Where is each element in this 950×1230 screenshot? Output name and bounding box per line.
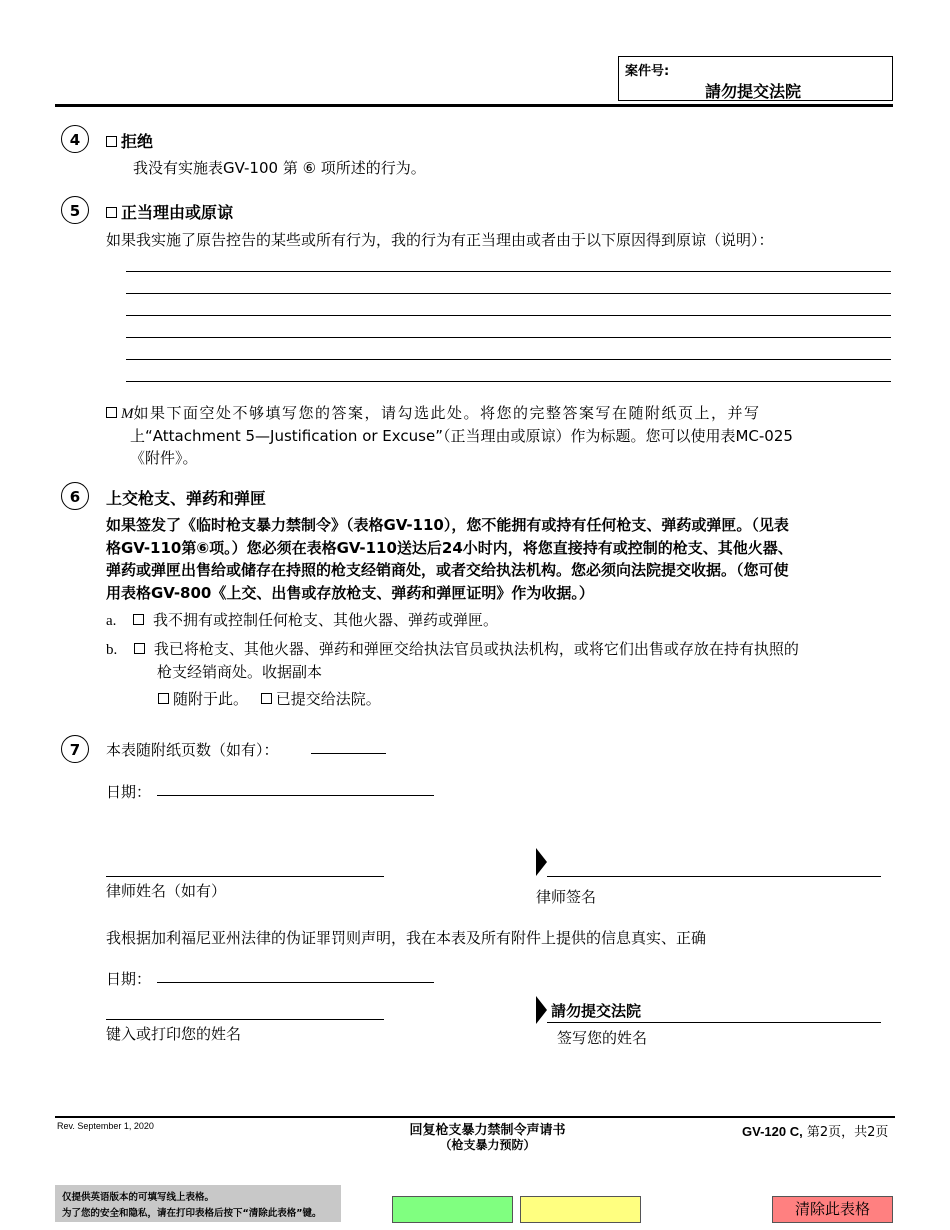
item-6-line-1: 如果签发了《临时枪支暴力禁制令》（表格GV-110），您不能拥有或持有任何枪支、弹药或弹匣。（见表 [106,516,789,534]
item-4-title-row [106,129,153,152]
attachment-mark: M [121,406,134,422]
item-6b [106,638,799,683]
attachment-checkbox[interactable] [106,407,117,418]
item-7-number: 7 [61,735,89,763]
justification-checkbox[interactable] [106,207,117,218]
form-title: 回复枪支暴力禁制令声请书 [409,1123,566,1138]
attachment-line-1: 如果下面空处不够填写您的答案，请勾选此处。将您的完整答案写在随附纸页上，并写 [133,404,761,422]
signature-arrow-icon-2 [536,996,547,1024]
date-field-2[interactable] [157,982,434,983]
item-5-text: 如果我实施了原告控告的某些或所有行为，我的行为有正当理由或者由于以下原因得到原谅（说明）： [106,231,774,249]
item-6-line-2: 格GV-110第⑥项。）您必须在表格GV-110送达后24小时内，将您直接持有或控制的枪支、其他火器、 [106,538,793,557]
page-count: 第2页，共2页 [802,1125,889,1140]
item-4-title: 拒绝 [121,132,154,151]
surrendered-checkbox[interactable] [134,643,145,654]
item-6a-text: 我不拥有或控制任何枪支、其他火器、弹药或弹匣。 [152,611,498,629]
notice-line-2: 为了您的安全和隐私，请在打印表格后按下“清除此表格”键。 [62,1208,322,1219]
receipt-options [158,688,381,709]
printed-name-field[interactable] [106,1019,384,1020]
receipt-filed-label: 已提交给法院。 [275,690,381,708]
lawyer-signature-label: 律师签名 [536,888,597,906]
item-6-paragraph [106,514,901,604]
no-firearms-checkbox[interactable] [133,614,144,625]
item-5-title: 正当理由或原谅 [121,203,234,222]
pages-label: 本表随附纸页数（如有）： [106,741,279,759]
date-field[interactable] [157,795,434,796]
item-4-number: 4 [61,125,89,153]
lawyer-name-label: 律师姓名（如有） [106,882,227,900]
lawyer-signature-field[interactable] [547,876,881,877]
do-not-file-header: 請勿提交法院 [705,82,802,101]
explanation-line[interactable] [126,293,891,294]
print-button[interactable] [392,1196,513,1223]
signature-field[interactable] [547,1022,881,1023]
notice-line-1: 仅提供英语版本的可填写线上表格。 [62,1192,215,1203]
explanation-line[interactable] [126,337,891,338]
online-form-notice [55,1185,341,1222]
form-id: GV-120 C, [742,1124,803,1139]
case-number-label: 案件号: [625,64,670,79]
refusal-checkbox[interactable] [106,136,117,147]
attachment-line-3: 《附件》。 [130,449,198,467]
receipt-attached-checkbox[interactable] [158,693,169,704]
case-number-box [618,56,893,101]
header-rule [55,104,893,107]
pages-count-field[interactable] [311,753,386,754]
do-not-file-signature: 請勿提交法院 [551,1002,642,1020]
page-info [742,1121,888,1140]
item-6b-line-2: 枪支经销商处。收据副本 [157,663,323,681]
item-6a [106,609,498,630]
sign-name-label: 签写您的姓名 [557,1029,648,1047]
explanation-line[interactable] [126,315,891,316]
item-6-title: 上交枪支、弹药和弹匣 [106,489,267,508]
receipt-attached-label: 随附于此。 [173,690,249,708]
explanation-line[interactable] [126,381,891,382]
item-6b-line-1: 我已将枪支、其他火器、弹药和弹匣交给执法官员或执法机构，或将它们出售或存放在持有执照的 [153,640,799,658]
item-4-text: 我没有实施表GV-100 第 ⑥ 项所述的行为。 [133,159,426,177]
perjury-declaration: 我根据加利福尼亚州法律的伪证罪罚则声明，我在本表及所有附件上提供的信息真实、正确 [106,929,707,947]
attachment-note [106,402,896,469]
form-subtitle: （枪支暴力预防） [439,1138,536,1152]
date-label-2: 日期： [106,970,152,988]
lawyer-name-field[interactable] [106,876,384,877]
footer-rule [55,1116,895,1118]
receipt-filed-checkbox[interactable] [261,693,272,704]
explanation-line[interactable] [126,271,891,272]
signature-arrow-icon [536,848,547,876]
date-label: 日期： [106,783,152,801]
revision-date: Rev. September 1, 2020 [57,1121,154,1131]
item-5-number: 5 [61,196,89,224]
explanation-line[interactable] [126,359,891,360]
item-6b-label: b. [106,642,118,658]
item-6a-label: a. [106,613,117,629]
item-5-title-row [106,200,233,223]
item-6-line-3: 弹药或弹匣出售给或储存在持照的枪支经销商处，或者交给执法机构。您必须向法院提交收据。（您可使 [106,561,789,579]
clear-form-button[interactable]: 清除此表格 [772,1196,893,1223]
item-6-line-4: 用表格GV-800《上交、出售或存放枪支、弹药和弹匣证明》作为收据。） [106,583,594,602]
item-6-number: 6 [61,482,89,510]
save-button[interactable] [520,1196,641,1223]
type-name-label: 键入或打印您的姓名 [106,1025,242,1043]
attachment-line-2: 上“Attachment 5—Justification or Excuse”（正当理由或原谅）作为标题。您可以使用表MC-025 [130,427,793,445]
